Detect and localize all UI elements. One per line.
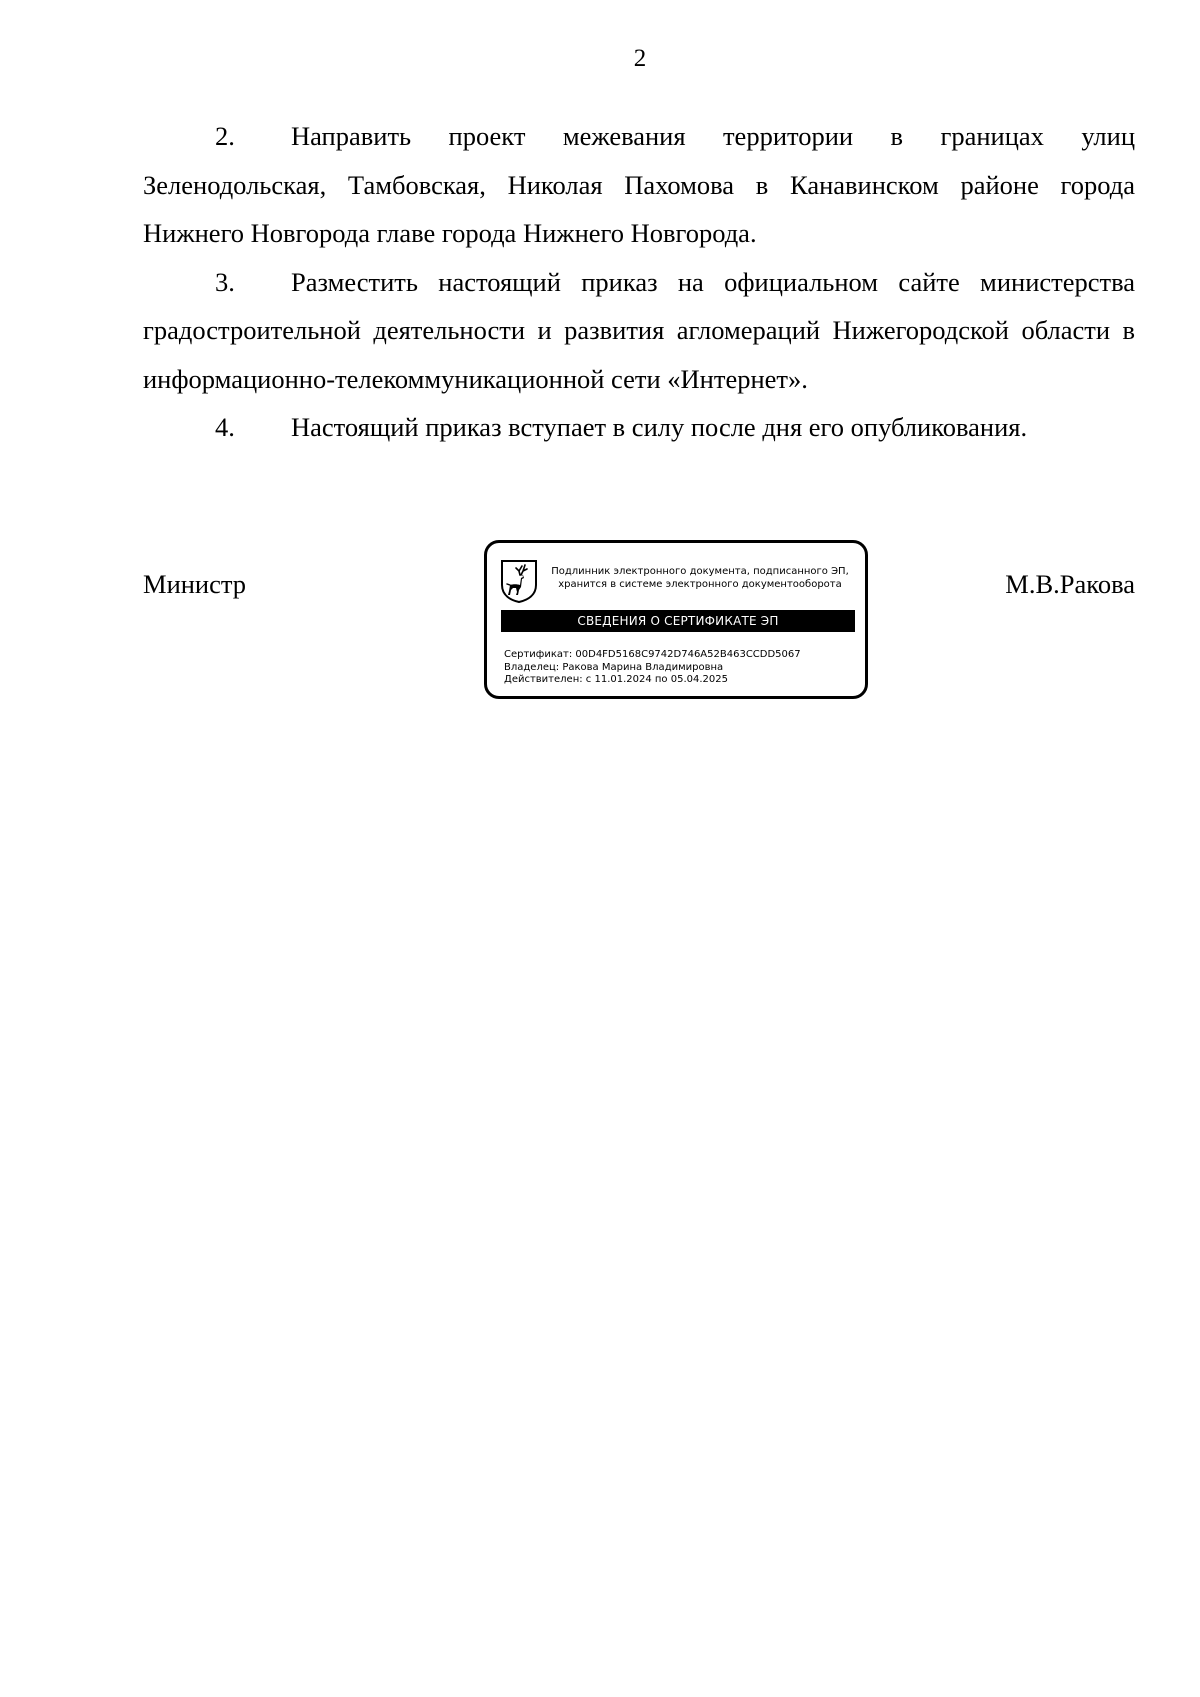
paragraph-number: 4. bbox=[215, 412, 235, 442]
deer-coat-of-arms-icon bbox=[500, 559, 538, 603]
stamp-note-line: Подлинник электронного документа, подписанного ЭП, bbox=[551, 566, 849, 577]
paragraph-4 bbox=[143, 403, 1135, 452]
paragraph-2 bbox=[143, 112, 1135, 258]
signer-role: Министр bbox=[143, 569, 247, 599]
certificate-number: Сертификат: 00D4FD5168C9742D746A52B463CCDD5067 bbox=[504, 649, 801, 660]
document-body bbox=[143, 112, 1135, 452]
stamp-header: СВЕДЕНИЯ О СЕРТИФИКАТЕ ЭП bbox=[501, 610, 855, 632]
stamp-note bbox=[538, 565, 862, 591]
stamp-note-line: хранится в системе электронного документооборота bbox=[558, 579, 842, 590]
paragraph-number: 2. bbox=[215, 121, 235, 151]
signer-name: М.В.Ракова bbox=[1005, 569, 1135, 599]
certificate-owner: Владелец: Ракова Марина Владимировна bbox=[504, 661, 724, 673]
electronic-signature-stamp bbox=[484, 540, 868, 699]
page-number: 2 bbox=[633, 45, 647, 72]
paragraph-text: Разместить настоящий приказ на официальном сайте министерства градостроительной деятельности и развития агломераций Нижегородской области в информационно-телекоммуникационной сети «Интернет». bbox=[143, 266, 1135, 394]
paragraph-text: Настоящий приказ вступает в силу после дня его опубликования. bbox=[291, 412, 1028, 442]
paragraph-number: 3. bbox=[215, 266, 235, 297]
paragraph-text: Направить проект межевания территории в границах улиц Зеленодольская, Тамбовская, Николая Пахомова в Канавинском районе города Нижнего Новгорода главе города Нижнего Новгорода. bbox=[143, 121, 1135, 248]
certificate-details bbox=[504, 649, 854, 687]
certificate-validity: Действителен: с 11.01.2024 по 05.04.2025 bbox=[504, 674, 728, 685]
paragraph-3 bbox=[143, 258, 1135, 404]
